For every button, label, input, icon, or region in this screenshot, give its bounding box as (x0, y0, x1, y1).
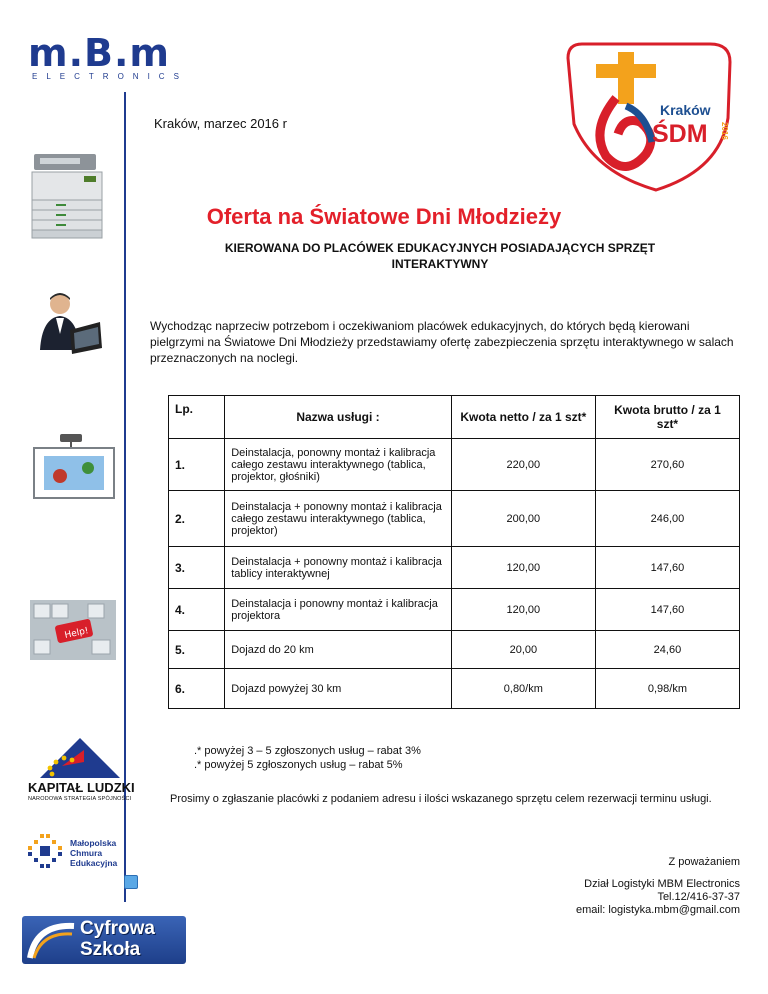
sdm-city: Kraków (660, 102, 711, 118)
svg-text:Help!: Help! (63, 626, 90, 641)
mce-line: Edukacyjna (70, 858, 118, 868)
closing-regards: Z poważaniem (668, 856, 740, 868)
cyfrowa-szkola-swoosh-icon (26, 918, 78, 962)
contact-block (480, 878, 740, 917)
sdm-shield-icon (560, 38, 738, 196)
discount-notes (194, 744, 421, 772)
cs-line: Cyfrowa (80, 918, 155, 939)
table-row (169, 589, 740, 631)
date-line: Kraków, marzec 2016 r (154, 116, 287, 131)
row-gross-price: 0,98/km (595, 669, 739, 709)
cloud-grid-icon (26, 832, 66, 872)
malopolska-chmura-text (70, 838, 117, 868)
row-gross-price: 24,60 (595, 631, 739, 669)
row-lp: 1. (169, 439, 225, 491)
businessman-laptop-icon (36, 290, 106, 360)
cyfrowa-szkola-logo (22, 916, 186, 964)
sdm-year: 2016 (720, 122, 729, 140)
row-service-name: Dojazd powyżej 30 km (225, 669, 452, 709)
table-row (169, 547, 740, 589)
table-row (169, 439, 740, 491)
row-net-price: 220,00 (451, 439, 595, 491)
header-gross-price: Kwota brutto / za 1 szt* (595, 396, 739, 439)
reservation-text: Prosimy o zgłaszanie placówki z podaniem adresu i ilości wskazanego sprzętu celem rezerwacji terminu usługi. (170, 793, 712, 805)
row-lp: 5. (169, 631, 225, 669)
mbm-logo (28, 31, 188, 81)
table-row (169, 491, 740, 547)
header-net-price: Kwota netto / za 1 szt* (451, 396, 595, 439)
row-service-name: Deinstalacja + ponowny montaż i kalibracja tablicy interaktywnej (225, 547, 452, 589)
help-keyboard-icon (30, 600, 116, 660)
small-blue-icon (124, 875, 138, 889)
row-gross-price: 246,00 (595, 491, 739, 547)
discount-note: .* powyżej 3 – 5 zgłoszonych usług – rabat 3% (194, 745, 421, 757)
row-service-name: Deinstalacja + ponowny montaż i kalibracja całego zestawu interaktywnego (tablica, projektor) (225, 491, 452, 547)
cyfrowa-szkola-text (80, 918, 155, 960)
row-gross-price: 270,60 (595, 439, 739, 491)
row-net-price: 120,00 (451, 589, 595, 631)
row-lp: 6. (169, 669, 225, 709)
row-net-price: 200,00 (451, 491, 595, 547)
contact-phone: Tel.12/416-37-37 (657, 891, 740, 903)
offer-subtitle: KIEROWANA DO PLACÓWEK EDUKACYJNYCH POSIADAJĄCYCH SPRZĘT INTERAKTYWNY (224, 241, 656, 271)
row-gross-price: 147,60 (595, 589, 739, 631)
discount-note: .* powyżej 5 zgłoszonych usług – rabat 5% (194, 759, 403, 771)
kapital-ludzki-title: KAPITAŁ LUDZKI (28, 780, 135, 795)
mce-line: Chmura (70, 848, 103, 858)
sdm-name: ŚDM (652, 120, 708, 148)
kapital-ludzki-logo (28, 736, 168, 806)
row-gross-price: 147,60 (595, 547, 739, 589)
table-row (169, 631, 740, 669)
offer-title: Oferta na Światowe Dni Młodzieży (206, 204, 562, 229)
eu-stars-icon (40, 736, 120, 778)
cs-line: Szkoła (80, 939, 141, 960)
price-table (168, 395, 740, 709)
table-header-row (169, 396, 740, 439)
sdm-logo (560, 38, 738, 196)
malopolska-chmura-logo (26, 832, 126, 876)
row-service-name: Deinstalacja i ponowny montaż i kalibracja projektora (225, 589, 452, 631)
mbm-logo-letters: m.B.m (28, 31, 171, 75)
row-net-price: 120,00 (451, 547, 595, 589)
mbm-logo-subtitle: ELECTRONICS (32, 72, 188, 81)
contact-department: Dział Logistyki MBM Electronics (584, 878, 740, 890)
row-lp: 3. (169, 547, 225, 589)
header-service-name: Nazwa usługi : (225, 396, 452, 439)
kapital-ludzki-subtitle: NARODOWA STRATEGIA SPÓJNOŚCI (28, 796, 132, 802)
row-service-name: Deinstalacja, ponowny montaż i kalibracja całego zestawu interaktywnego (tablica, projektor, głośniki) (225, 439, 452, 491)
intro-paragraph: Wychodząc naprzeciw potrzebom i oczekiwaniom placówek edukacyjnych, do których będą kierowani pielgrzymi na Światowe Dni Młodzieży przedstawiamy ofertę zabezpieczenia sprzętu interaktywnego w salach przeznaczonych na noclegi. (150, 319, 734, 365)
row-net-price: 20,00 (451, 631, 595, 669)
contact-email: email: logistyka.mbm@gmail.com (576, 904, 740, 916)
table-row (169, 669, 740, 709)
row-service-name: Dojazd do 20 km (225, 631, 452, 669)
row-lp: 4. (169, 589, 225, 631)
header-lp: Lp. (169, 396, 225, 439)
interactive-whiteboard-icon (30, 432, 118, 504)
row-lp: 2. (169, 491, 225, 547)
row-net-price: 0,80/km (451, 669, 595, 709)
mce-line: Małopolska (70, 838, 117, 848)
